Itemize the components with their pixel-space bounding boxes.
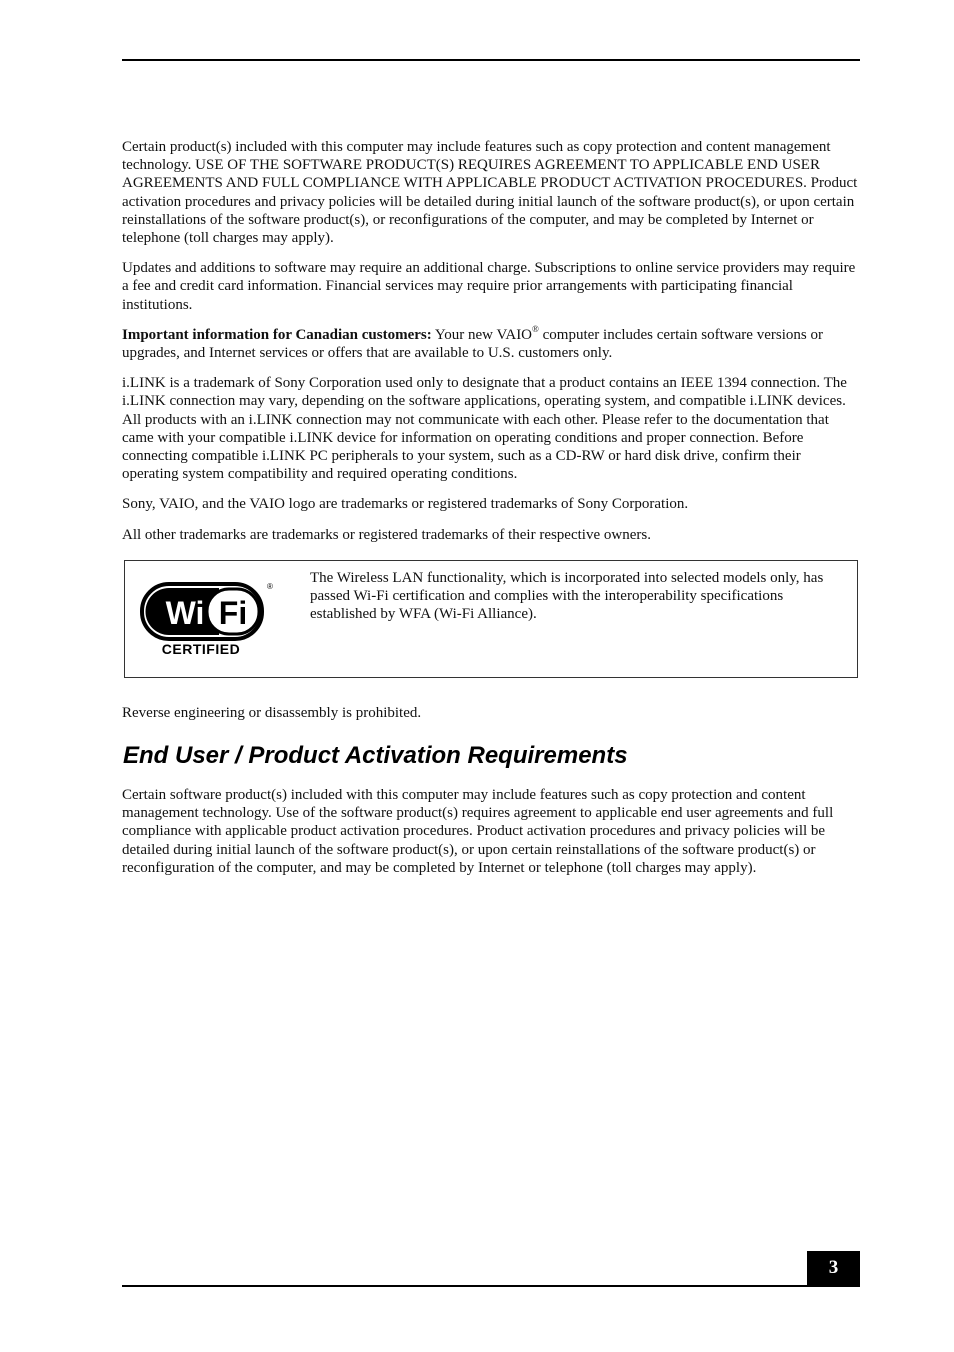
canadian-customers-paragraph [122,323,860,362]
wifi-logo-certified: CERTIFIED [161,640,241,657]
registered-mark: ® [532,323,539,334]
other-trademarks-paragraph: All other trademarks are trademarks or registered trademarks of their respective owners. [122,526,651,543]
reverse-engineering-notice: Reverse engineering or disassembly is prohibited. [122,704,422,721]
page-content [122,138,860,889]
wifi-certification-text: The Wireless LAN functionality, which is incorporated into selected models only, has passed Wi-Fi certification and complies with the interoperability specifications established by WFA (Wi-Fi Alliance). [310,569,824,623]
canadian-customers-label: Important information for Canadian customers: [122,326,432,343]
activation-requirements-paragraph: Certain software product(s) included with this computer may include features such as copy protection and content management technology. Use of the software product(s) requires agreement to applicable end user agreements and full compliance with applicable product activation procedures. Product activation procedures and privacy policies will be detailed during initial launch of the software product(s), or upon certain reinstallations of the software product(s) or reconfiguration of the computer, and may be completed by Internet or telephone (toll charges may apply). [122,787,834,876]
wifi-certification-box [124,560,858,678]
page-number: 3 [807,1251,860,1287]
copy-protection-paragraph: Certain product(s) included with this computer may include features such as copy protection and content management technology. USE OF THE SOFTWARE PRODUCT(S) REQUIRES AGREEMENT TO APPLICABLE END USER AGREEMENTS AND FULL COMPLIANCE WITH APPLICABLE PRODUCT ACTIVATION PROCEDURES. Product activation procedures and privacy policies will be detailed during initial launch of the software product(s), or upon certain reinstallations of the software product(s), or reconfigurations of the computer, and may be completed by Internet or telephone (toll charges may apply). [122,139,858,247]
canadian-text-after: computer includes certain software versions or upgrades, and Internet services or offers that are available to U.S. customers only. [122,326,823,362]
canadian-text-before: Your new VAIO [431,326,533,343]
wifi-logo-registered: ® [267,581,273,591]
header-rule [122,59,860,61]
sony-trademarks-paragraph: Sony, VAIO, and the VAIO logo are trademarks or registered trademarks of Sony Corporation. [122,496,689,513]
ilink-paragraph: i.LINK is a trademark of Sony Corporation used only to designate that a product contains an IEEE 1394 connection. The i.LINK connection may vary, depending on the software applications, operating system, and compatible i.LINK devices. All products with an i.LINK connection may not communicate with each other. Please refer to the documentation that came with your compatible i.LINK device for information on operating conditions and proper connection. Before connecting compatible i.LINK PC peripherals to your system, such as a CD-RW or hard disk drive, confirm their operating system compatibility and required operating conditions. [122,375,847,483]
wifi-logo-fi: Fi [218,594,248,631]
updates-paragraph: Updates and additions to software may require an additional charge. Subscriptions to online service providers may require a fee and credit card information. Financial services may require prior arrangements with participating financial institutions. [122,260,856,313]
section-heading: End User / Product Activation Requirements [123,742,628,770]
wifi-logo-wi: Wi [165,594,205,631]
wifi-certified-logo-icon [139,577,277,659]
footer-rule [122,1285,860,1287]
